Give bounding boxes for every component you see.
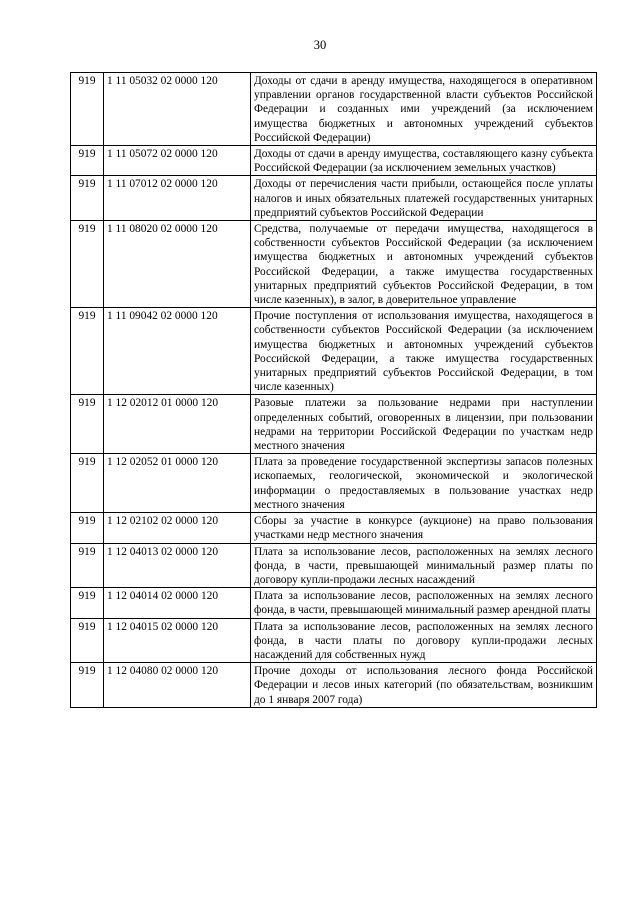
- table-row: [71, 663, 597, 708]
- budget-code-cell: 1 12 02012 01 0000 120: [104, 395, 251, 454]
- admin-code-cell: 919: [71, 308, 104, 395]
- admin-code-cell: 919: [71, 618, 104, 663]
- admin-code-cell: 919: [71, 588, 104, 618]
- budget-code-cell: 1 12 04080 02 0000 120: [104, 663, 251, 708]
- description-cell: Сборы за участие в конкурсе (аукционе) на право пользования участками недр местного значения: [251, 513, 597, 543]
- table-row: [71, 395, 597, 454]
- budget-code-cell: 1 12 04014 02 0000 120: [104, 588, 251, 618]
- page-number: 30: [313, 38, 327, 52]
- budget-code-cell: 1 12 04015 02 0000 120: [104, 618, 251, 663]
- table-row: [71, 221, 597, 308]
- table-row: [71, 176, 597, 221]
- admin-code-cell: 919: [71, 395, 104, 454]
- budget-code-cell: 1 11 07012 02 0000 120: [104, 176, 251, 221]
- admin-code-cell: 919: [71, 146, 104, 176]
- table-row: [71, 543, 597, 588]
- budget-code-cell: 1 11 08020 02 0000 120: [104, 221, 251, 308]
- admin-code-cell: 919: [71, 454, 104, 513]
- admin-code-cell: 919: [71, 221, 104, 308]
- table-row: [71, 513, 597, 543]
- budget-code-cell: 1 11 05032 02 0000 120: [104, 73, 251, 146]
- table-row: [71, 618, 597, 663]
- description-cell: Плата за проведение государственной экспертизы запасов полезных ископаемых, геологической, экономической и экологической информации о предоставляемых в пользование участках недр местного значения: [251, 454, 597, 513]
- description-cell: Плата за использование лесов, расположенных на землях лесного фонда, в части, превышающей минимальный размер арендной платы: [251, 588, 597, 618]
- admin-code-cell: 919: [71, 663, 104, 708]
- admin-code-cell: 919: [71, 176, 104, 221]
- description-cell: Прочие доходы от использования лесного фонда Российской Федерации и лесов иных категорий (по обязательствам, возникшим до 1 января 2007 года): [251, 663, 597, 708]
- table-row: [71, 73, 597, 146]
- revenue-codes-table: [70, 72, 597, 708]
- description-cell: Средства, получаемые от передачи имущества, находящегося в собственности субъектов Российской Федерации (за исключением имущества бюджетных и автономных учреждений субъектов Российской Федерации, а также имущества государственных унитарных предприятий субъектов Российской Федерации, в том числе казенных), в залог, в доверительное управление: [251, 221, 597, 308]
- description-cell: Доходы от сдачи в аренду имущества, находящегося в оперативном управлении органов государственной власти субъектов Российской Федерации и созданных ими учреждений (за исключением имущества бюджетных и автономных учреждений субъектов Российской Федерации): [251, 73, 597, 146]
- budget-code-cell: 1 12 02052 01 0000 120: [104, 454, 251, 513]
- description-cell: Доходы от перечисления части прибыли, остающейся после уплаты налогов и иных обязательных платежей государственных унитарных предприятий субъектов Российской Федерации: [251, 176, 597, 221]
- budget-code-cell: 1 12 04013 02 0000 120: [104, 543, 251, 588]
- description-cell: Доходы от сдачи в аренду имущества, составляющего казну субъекта Российской Федерации (за исключением земельных участков): [251, 146, 597, 176]
- description-cell: Плата за использование лесов, расположенных на землях лесного фонда, в части, превышающей минимальный размер платы по договору купли-продажи лесных насаждений: [251, 543, 597, 588]
- admin-code-cell: 919: [71, 513, 104, 543]
- description-cell: Прочие поступления от использования имущества, находящегося в собственности субъектов Российской Федерации (за исключением имущества бюджетных и автономных учреждений субъектов Российской Федерации, а также имущества государственных унитарных предприятий субъектов Российской Федерации, в том числе казенных): [251, 308, 597, 395]
- budget-code-cell: 1 12 02102 02 0000 120: [104, 513, 251, 543]
- budget-code-cell: 1 11 09042 02 0000 120: [104, 308, 251, 395]
- description-cell: Плата за использование лесов, расположенных на землях лесного фонда, в части платы по договору купли-продажи лесных насаждений для собственных нужд: [251, 618, 597, 663]
- table-row: [71, 588, 597, 618]
- admin-code-cell: 919: [71, 73, 104, 146]
- budget-code-cell: 1 11 05072 02 0000 120: [104, 146, 251, 176]
- table-row: [71, 454, 597, 513]
- description-cell: Разовые платежи за пользование недрами при наступлении определенных событий, оговоренных в лицензии, при пользовании недрами на территории Российской Федерации по участкам недр местного значения: [251, 395, 597, 454]
- table-row: [71, 308, 597, 395]
- admin-code-cell: 919: [71, 543, 104, 588]
- table-row: [71, 146, 597, 176]
